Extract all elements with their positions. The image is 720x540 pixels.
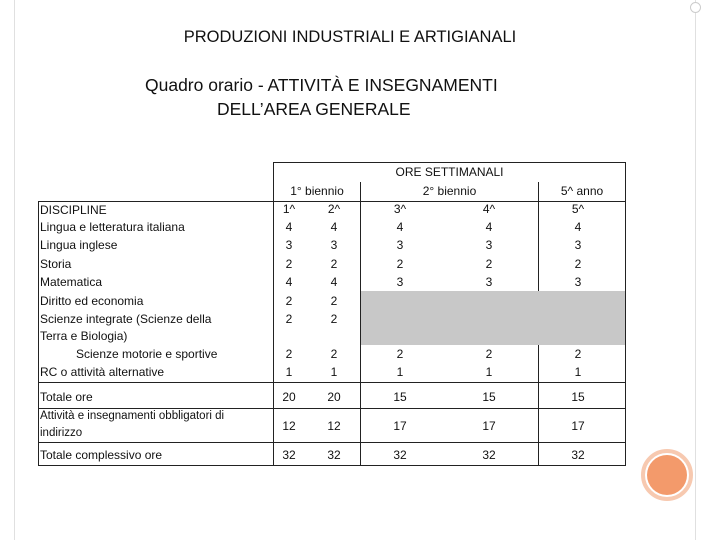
- cell: 1: [485, 365, 493, 379]
- cell: 20: [282, 390, 296, 404]
- cell: 2: [330, 347, 338, 361]
- cell: 2: [285, 294, 293, 308]
- decor-line-right: [695, 0, 696, 540]
- cell: 2: [396, 257, 404, 271]
- cell: 32: [282, 448, 296, 462]
- cell: 2: [485, 347, 493, 361]
- row-label: Lingua e letteratura italiana: [40, 220, 185, 234]
- cell: 32: [393, 448, 407, 462]
- indirizzo-label: Attività e insegnamenti obbligatori di: [40, 410, 225, 422]
- cell: 3: [396, 238, 404, 252]
- cell: 3: [485, 238, 493, 252]
- cell: 32: [571, 448, 585, 462]
- cell: 2: [330, 312, 338, 326]
- header-discipline: DISCIPLINE: [40, 203, 107, 217]
- row-label-cont: Terra e Biologia): [40, 329, 128, 343]
- page-title: PRODUZIONI INDUSTRIALI E ARTIGIANALI: [183, 28, 517, 46]
- cell: 2: [574, 347, 582, 361]
- cell: 17: [571, 419, 585, 433]
- cell: 4: [285, 275, 293, 289]
- cell: 2: [285, 347, 293, 361]
- year-5: 5^: [571, 202, 585, 216]
- year-1: 1^: [282, 202, 296, 216]
- cell: 1: [330, 365, 338, 379]
- decor-circle-accent: [647, 455, 687, 495]
- cell: 3: [330, 238, 338, 252]
- cell: 1: [285, 365, 293, 379]
- cell: 2: [285, 312, 293, 326]
- row-label: RC o attività alternative: [40, 365, 165, 379]
- cell: 3: [285, 238, 293, 252]
- header-group-3: 5^ anno: [560, 184, 604, 198]
- row-label: Matematica: [40, 275, 103, 289]
- year-3: 3^: [393, 202, 407, 216]
- cell: 2: [330, 257, 338, 271]
- cell: 17: [393, 419, 407, 433]
- cell: 15: [393, 390, 407, 404]
- year-2: 2^: [327, 202, 341, 216]
- cell: 4: [396, 220, 404, 234]
- cell: 15: [482, 390, 496, 404]
- totale-ore-label: Totale ore: [40, 390, 93, 404]
- cell: 1: [574, 365, 582, 379]
- cell: 3: [574, 238, 582, 252]
- year-4: 4^: [482, 202, 496, 216]
- cell: 2: [330, 294, 338, 308]
- row-label: Scienze motorie e sportive: [76, 347, 218, 361]
- row-label: Storia: [40, 257, 72, 271]
- header-group-1: 1° biennio: [290, 184, 344, 198]
- cell: 2: [285, 257, 293, 271]
- header-ore-settimanali: ORE SETTIMANALI: [395, 165, 504, 179]
- row-label: Diritto ed economia: [40, 294, 144, 308]
- decor-small-circle: [690, 2, 701, 13]
- cell: 20: [327, 390, 341, 404]
- page-subtitle-line1: Quadro orario - ATTIVITÀ E INSEGNAMENTI: [145, 75, 498, 95]
- cell: 12: [282, 419, 296, 433]
- cell: 2: [485, 257, 493, 271]
- cell: 4: [285, 220, 293, 234]
- cell: 4: [485, 220, 493, 234]
- row-label: Scienze integrate (Scienze della: [40, 312, 212, 326]
- cell: 4: [330, 275, 338, 289]
- row-label: Lingua inglese: [40, 238, 118, 252]
- cell: 4: [574, 220, 582, 234]
- cell: 17: [482, 419, 496, 433]
- cell: 3: [396, 275, 404, 289]
- decor-line-left: [14, 0, 15, 540]
- cell: 2: [574, 257, 582, 271]
- cell: 1: [396, 365, 404, 379]
- cell: 12: [327, 419, 341, 433]
- hours-table: [38, 162, 626, 466]
- cell: 2: [396, 347, 404, 361]
- page-subtitle-line2: DELL’AREA GENERALE: [217, 99, 411, 119]
- header-group-2: 2° biennio: [422, 184, 477, 198]
- cell: 4: [330, 220, 338, 234]
- cell: 32: [327, 448, 341, 462]
- cell: 32: [482, 448, 496, 462]
- empty-cell-shading: [360, 291, 625, 345]
- totale-complessivo-label: Totale complessivo ore: [40, 448, 163, 462]
- cell: 15: [571, 390, 585, 404]
- cell: 3: [574, 275, 582, 289]
- cell: 3: [485, 275, 493, 289]
- indirizzo-label-cont: indirizzo: [40, 427, 83, 439]
